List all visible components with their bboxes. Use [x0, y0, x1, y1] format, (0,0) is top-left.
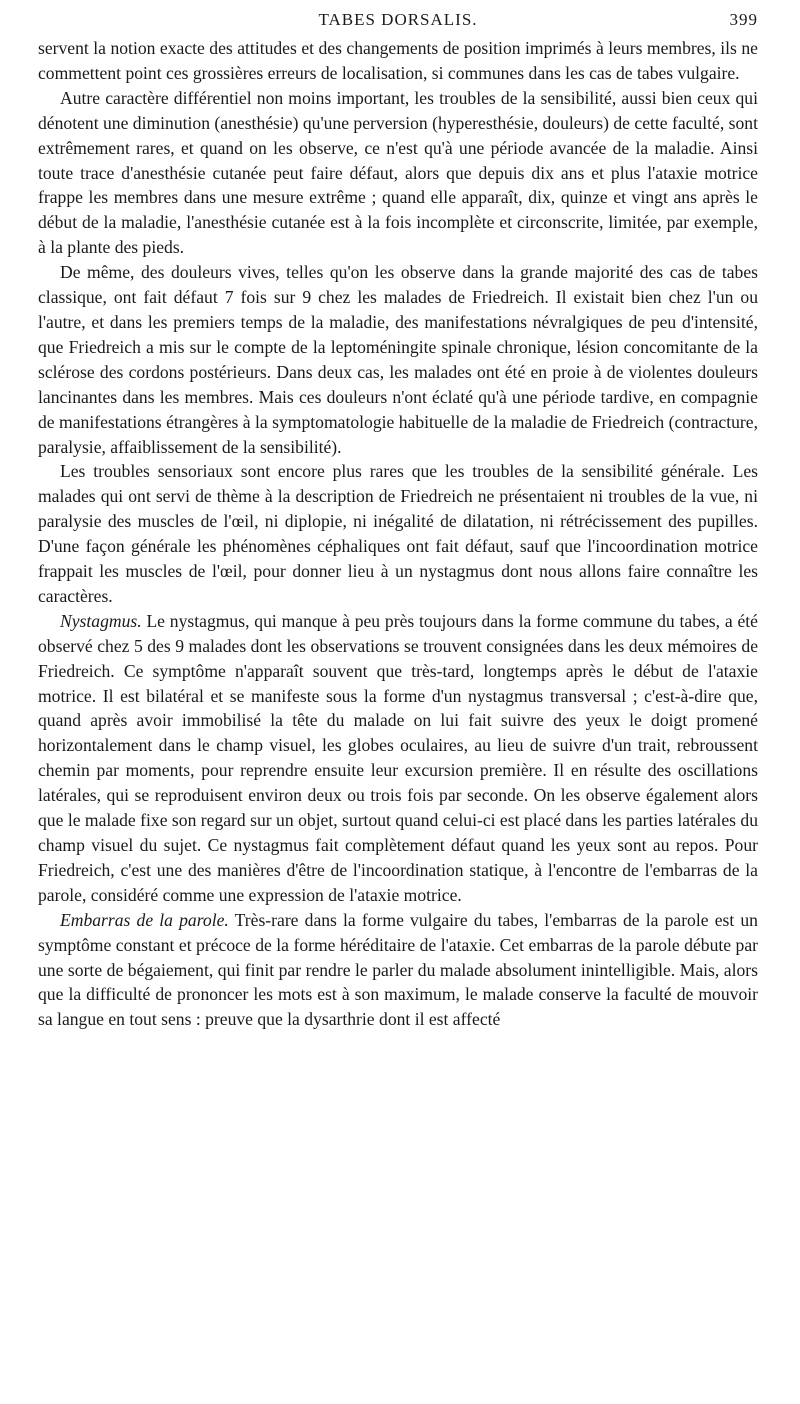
paragraph-1	[38, 36, 758, 86]
paragraph-6	[38, 908, 758, 1033]
section-lead-nystagmus: Nystagmus.	[60, 610, 142, 631]
paragraph-text: Le nystagmus, qui manque à peu près toujours dans la forme commune du tabes, a été observé chez 5 des 9 malades dont les observations se trouvent consignées dans les deux mémoires de Friedreich. Ce symptôme n'apparaît souvent que très-tard, longtemps après le début de l'ataxie motrice. Il est bilatéral et se manifeste sous la forme d'un nystagmus transversal ; c'est-à-dire que, quand après avoir immobilisé la tête du malade on lui fait suivre des yeux le doigt promené horizontalement dans le champ visuel, les globes oculaires, au lieu de suivre d'un trait, rebroussent chemin par moments, pour reprendre ensuite leur excursion première. Il en résulte des oscillations latérales, qui se reproduisent environ deux ou trois fois par seconde. On les observe également alors que le malade fixe son regard sur un objet, surtout quand celui-ci est placé dans les parties latérales du champ visuel du sujet. Ce nystagmus fait complètement défaut quand les yeux sont au repos. Pour Friedreich, c'est une des manières d'être de l'incoordination statique, à l'encontre de l'embarras de la parole, considéré comme une expression de l'ataxie motrice.	[38, 610, 758, 905]
paragraph-text: De même, des douleurs vives, telles qu'on les observe dans la grande majorité des cas de tabes classique, ont fait défaut 7 fois sur 9 chez les malades de Friedreich. Il existait bien chez l'un ou l'autre, et dans les premiers temps de la maladie, des manifestations névralgiques de peu d'intensité, que Friedreich a mis sur le compte de la leptoméningite spinale chronique, lésion concomitante de la sclérose des cordons postérieurs. Dans deux cas, les malades ont été en proie à de violentes douleurs lancinantes dans les membres. Mais ces douleurs n'ont éclaté qu'à une période tardive, en compagnie de manifestations étrangères à la symptomatologie habituelle de la maladie de Friedreich (contracture, paralysie, affaiblissement de la sensibilité).	[38, 262, 758, 457]
paragraph-5	[38, 609, 758, 908]
section-lead-embarras: Embarras de la parole.	[60, 909, 229, 930]
paragraph-text: servent la notion exacte des attitudes et des changements de position imprimés à leurs membres, ils ne commettent point ces grossières erreurs de localisation, si communes dans les cas de tabes vulgaire.	[38, 38, 758, 83]
paragraph-text: Autre caractère différentiel non moins important, les troubles de la sensibilité, aussi bien ceux qui dénotent une diminution (anesthésie) qu'une perversion (hyperesthésie, douleurs) de cette faculté, sont extrêmement rares, et quand on les observe, ce n'est qu'à une période avancée de la maladie. Ainsi toute trace d'anesthésie cutanée peut faire défaut, alors que depuis dix ans et plus l'ataxie motrice frappe les membres dans une mesure extrême ; quand elle apparaît, dix, quinze et vingt ans après le début de la maladie, l'anesthésie cutanée est à la fois incomplète et circonscrite, limitée, par exemple, à la plante des pieds.	[38, 87, 758, 258]
paragraph-text: Les troubles sensoriaux sont encore plus rares que les troubles de la sensibilité générale. Les malades qui ont servi de thème à la description de Friedreich ne présentaient ni troubles de la vue, ni paralysie des muscles de l'œil, ni diplopie, ni inégalité de dilatation, ni rétrécissement des pupilles. D'une façon générale les phénomènes céphaliques ont fait défaut, sauf que l'incoordination motrice frappait les muscles de l'œil, pour donner lieu à un nystagmus dont nous allons faire connaître les caractères.	[38, 461, 758, 606]
body-text	[38, 36, 758, 1032]
paragraph-4	[38, 459, 758, 608]
page	[38, 4, 758, 1032]
paragraph-text: Très-rare dans la forme vulgaire du tabes, l'embarras de la parole est un symptôme constant et précoce de la forme héréditaire de l'ataxie. Cet embarras de la parole débute par une sorte de bégaiement, qui finit par rendre le parler du malade absolument inintelligible. Mais, alors que la difficulté de prononcer les mots est à son maximum, le malade conserve la faculté de mouvoir sa langue en tout sens : preuve que la dysarthrie dont il est affecté	[38, 909, 758, 1030]
running-title: TABES DORSALIS.	[318, 10, 478, 29]
paragraph-3	[38, 260, 758, 459]
paragraph-2	[38, 86, 758, 260]
page-number: 399	[729, 10, 758, 29]
running-header	[38, 4, 758, 36]
